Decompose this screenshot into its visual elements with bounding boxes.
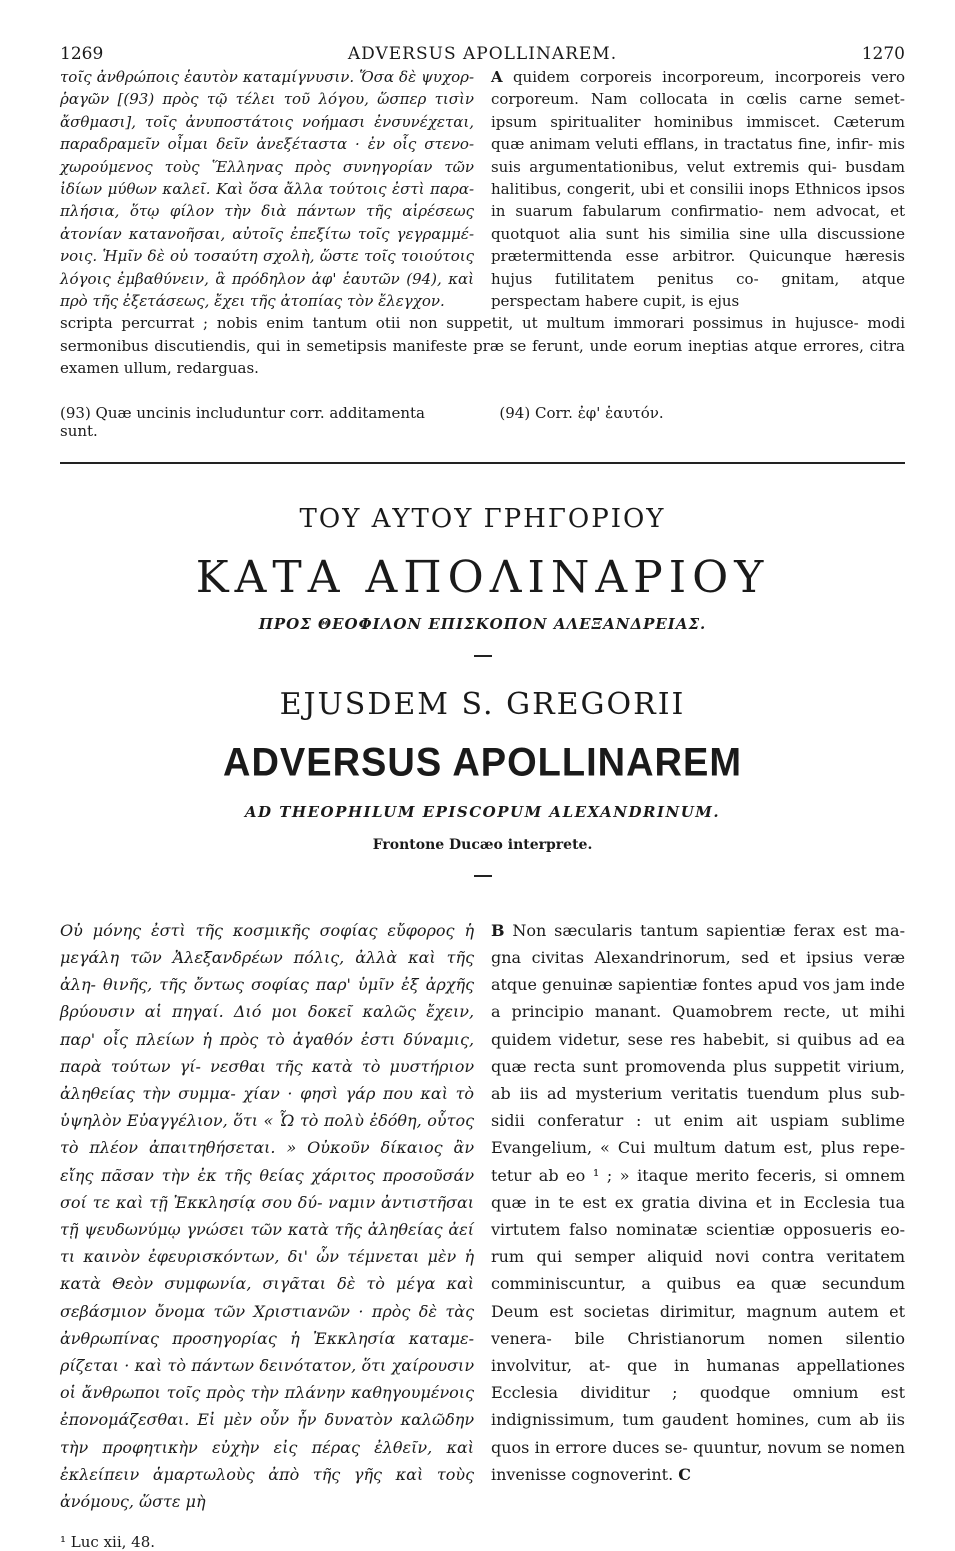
- note-94: (94) Corr. ἐφ' ἑαυτόν.: [499, 403, 664, 422]
- note-93: (93) Quæ uncinis includuntur corr. additamenta sunt.: [60, 403, 426, 440]
- latin-column-body: [491, 917, 905, 1515]
- top-columns: [60, 66, 905, 312]
- latin-title-line1: EJUSDEM S. GREGORII: [279, 686, 686, 722]
- latin-title-line3: AD THEOPHILUM EPISCOPUM ALEXANDRINUM.: [244, 802, 721, 821]
- latin-title-line2: ADVERSUS APOLLINAREM: [223, 740, 742, 785]
- greek-text-top: τοῖς ἀνθρώποις ἑαυτὸν καταμίγνυσιν. Ὅσα δὲ ψυχορ- ῥαγῶν [(93) πρὸς τῷ τέλει τοῦ λόγου, ὥσπερ τισὶν ἄσθμασι], τοῖς ἀνυποστάτοις νοήμασι ἐνσυνέχεται, παραδραμεῖν οἶμαι δεῖν ἀνεξέταστα · ἐν οἷς στενο- χωρούμενος τοὺς Ἕλληνας πρὸς συνηγορίαν τῶν ἰδίων μύθων καλεῖ. Καὶ ὅσα ἄλλα τούτοις ἐστὶ παρα- πλήσια, ὅτῳ φίλον τὴν διὰ πάντων τῆς αἱρέσεως ἀτονίαν κατανοῆσαι, αὐτοῖς ἐπεξίτω τοῖς γεγραμμέ- νοις. Ἡμῖν δὲ οὐ τοσαύτη σχολὴ, ὥστε τοῖς τοιούτοις λόγοις ἐμβαθύνειν, ἃ πρόδηλον ἀφ' ἑαυτῶν (94), καὶ πρὸ τῆς ἐξετάσεως, ἔχει τῆς ἀτοπίας τὸν ἔλεγχον.: [60, 68, 475, 311]
- latin-text-body: Non sæcularis tantum sapientiæ ferax est ma- gna civitas Alexandrinorum, sed et ipsius veræ atque genuinæ sapientiæ fontes apud vos jam inde a principio manant. Quamobrem recte, ut mihi quidem videtur, sese res habebit, si quibus ad ea quæ recta sunt promovenda plus suppetit virium, ab iis ad mysterium veritatis tuendum plus sub- sidii conferatur : ut enim ait uspiam sublime Evangelium, « Cui multum datum est, plus repe- tetur ab eo ¹ ; » itaque merito feceris, si omnem quæ in te est ex gratia divina et in Ecclesia tua virtutem falso nominatæ scientiæ opposueris eo- rum qui semper aliquid novi contra veritatem comminiscuntur, a quibus ea quæ secundum Deum est societas dirimitur, magnum autem et venera- bile Christianorum nomen silentio involvitur, at- que in humanas appellationes Ecclesia dividitur ; quodque omnium est indignissimum, tum gaudent homines, cum ab iis quos in errore duces se- quuntur, novum se nomen invenisse cognoverint.: [490, 920, 906, 1484]
- greek-column-top: [60, 66, 474, 312]
- running-header: [60, 40, 905, 66]
- title-dash: [474, 655, 492, 657]
- section-marker-b: B: [490, 920, 505, 940]
- greek-text-body: Οὐ μόνης ἐστὶ τῆς κοσμικῆς σοφίας εὔφορος ἡ μεγάλη τῶν Ἀλεξανδρέων πόλις, ἀλλὰ καὶ τῆς ἀλη- θινῆς, τῆς ὄντως σοφίας παρ' ὑμῖν ἐξ ἀρχῆς βρύουσιν αἱ πηγαί. Διό μοι δοκεῖ καλῶς ἔχειν, παρ' οἷς πλείων ἡ πρὸς τὸ ἀγαθόν ἐστι δύναμις, παρὰ τούτων γί- νεσθαι τῆς κατὰ τὸ μυστήριον ἀληθείας τὴν συμμα- χίαν · φησὶ γάρ που καὶ τὸ ὑψηλὸν Εὐαγγέλιον, ὅτι « Ὧ τὸ πολὺ ἐδόθη, οὗτος τὸ πλέον ἀπαιτηθήσεται. » Οὐκοῦν δίκαιος ἂν εἴης πᾶσαν τὴν ἐκ τῆς θείας χάριτος προσοῦσάν σοί τε καὶ τῇ Ἐκκλησίᾳ σου δύ- ναμιν ἀντιστῆσαι τῇ ψευδωνύμῳ γνώσει τῶν κατὰ τῆς ἀληθείας ἀεί τι καινὸν ἐφευρισκόντων, δι' ὧν τέμνεται μὲν ἡ κατὰ Θεὸν συμφωνία, σιγᾶται δὲ τὸ μέγα καὶ σεβάσμιον ὄνομα τῶν Χριστιανῶν · πρὸς δὲ τὰς ἀνθρωπίνας προσηγορίας ἡ Ἐκκλησία καταμε- ρίζεται · καὶ τὸ πάντων δεινότατον, ὅτι χαίρουσιν οἱ ἄνθρωποι τοῖς πρὸς τὴν πλάνην καθηγουμένοις ἐπονομάζεσθαι. Εἰ μὲν οὖν ἦν δυνατὸν καλῶδην τὴν προφητικὴν εὐχὴν εἰς πέρας ἐλθεῖν, καὶ ἐκλείπειν ἁμαρτωλοὺς ἀπὸ τῆς γῆς καὶ τοὺς ἀνόμους, ὥστε μὴ: [60, 920, 475, 1511]
- section-marker-c: C: [678, 1464, 691, 1484]
- page-number-right: 1270: [861, 44, 905, 64]
- latin-column-top: [491, 66, 905, 312]
- body-columns: [60, 917, 905, 1515]
- section-divider: [60, 462, 905, 464]
- translator-credit: Frontone Ducæo interprete.: [372, 836, 593, 853]
- section-marker-a: A: [490, 68, 503, 86]
- latin-text-top: quidem corporeis incorporeum, incorporeis vero corporeum. Nam collocata in cœlis carne semet- ipsum spiritualiter hominibus immiscet. Cæterum quæ animam veluti efflans, in tractatus fine, infir- mis suis argumentationibus, velut extremis qui- busdam halitibus, congerit, ubi et consilii inops Ethnicos ipsos in suarum fabularum confirmatio- nem advocat, et quotquot alia sunt his similia sine ulla discussione prætermittenda esse arbitror. Quicunque hæresis hujus futilitatem penitus co- gnitam, atque perspectam habere cupit, is ejus: [490, 68, 905, 311]
- editorial-notes: [60, 404, 905, 440]
- title-dash-2: [474, 875, 492, 877]
- greek-title-line3: ΠΡΟΣ ΘΕΟΦΙΛΟΝ ΕΠΙΣΚΟΠΟΝ ΑΛΕΞΑΝΔΡΕΙΑΣ.: [258, 614, 707, 633]
- running-title: ADVERSUS APOLLINAREM.: [347, 44, 618, 64]
- greek-title-line1: ΤΟΥ ΑΥΤΟΥ ΓΡΗΓΟΡΙΟΥ: [299, 503, 666, 534]
- greek-title-line2: ΚΑΤΑ ΑΠΟΛΙΝΑΡΙΟΥ: [195, 551, 770, 603]
- footnote: ¹ Luc xii, 48.: [60, 1533, 156, 1551]
- latin-text-continuation: scripta percurrat ; nobis enim tantum otii non suppetit, ut multum immorari possimus in hujusce- modi sermonibus discutiendis, qui in semetipsis manifeste præ se ferunt, unde eorum ineptias atque errores, citra examen ullum, redarguas.: [60, 314, 905, 378]
- page-number-left: 1269: [60, 44, 104, 64]
- treatise-titles: [60, 504, 905, 877]
- greek-column-body: [60, 917, 474, 1515]
